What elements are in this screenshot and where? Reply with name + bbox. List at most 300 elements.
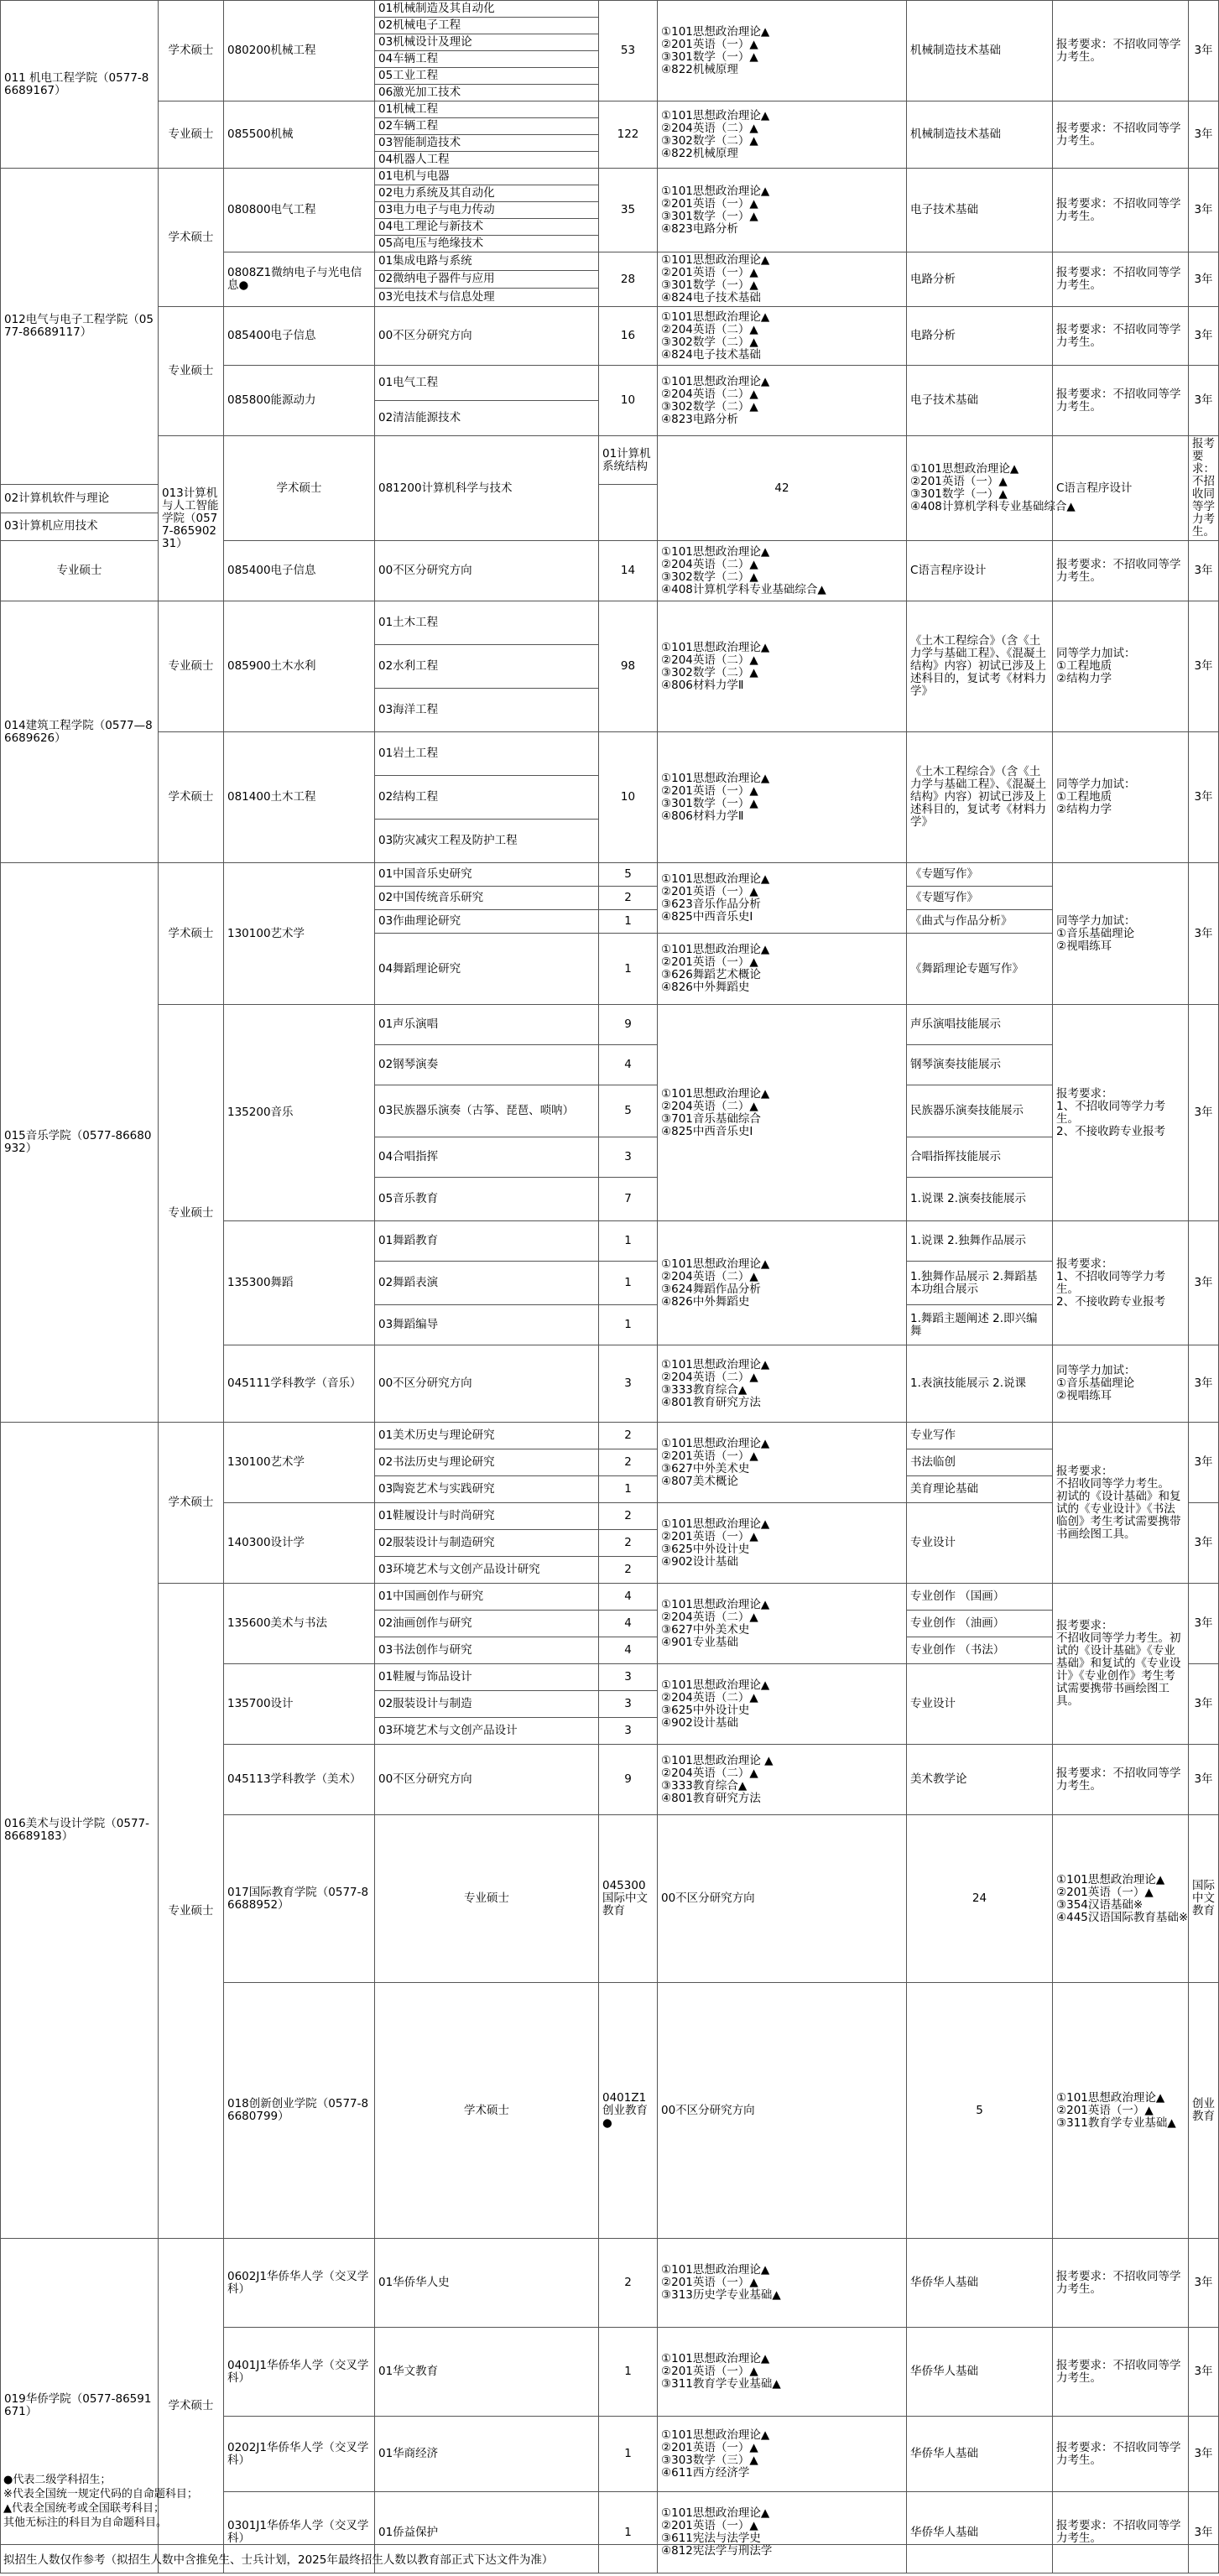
count-cell: 53 [599,1,658,101]
retest-cell: 书法临创 [907,1449,1053,1476]
remark-cell: 报考要求：不招收同等学力考生。 [1053,252,1189,307]
direction-cell: 05高电压与绝缘技术 [375,236,599,252]
count-cell: 2 [599,1423,658,1449]
retest-cell: 《专题写作》 [907,863,1053,887]
direction-cell: 05工业工程 [375,68,599,85]
count-cell: 9 [599,1005,658,1045]
direction-cell: 02结构工程 [375,776,599,820]
exam-subject: ①101思想政治理论▲ [661,771,770,785]
exam-cell [658,1,907,101]
count-cell: 2 [599,1557,658,1584]
years-cell: 3年 [1189,732,1219,863]
exam-cell [658,541,907,601]
exam-subject: ①101思想政治理论▲ [661,1086,770,1101]
remark-cell [1053,863,1189,1005]
years-cell: 3年 [1189,1005,1219,1221]
direction-cell: 00不区分研究方向 [375,541,599,601]
remark-line: ①工程地质 [1056,659,1112,673]
direction-cell: 02油画创作与研究 [375,1611,599,1637]
exam-subject: ④823电路分析 [661,412,738,426]
direction-cell: 00不区分研究方向 [375,1745,599,1815]
exam-subject: ④826中外舞蹈史 [661,1294,750,1309]
exam-subject: ②201英语（一）▲ [661,955,758,969]
major-cell: 081400土木工程 [224,732,375,863]
exam-subject: ③302数学（二）▲ [661,399,758,414]
exam-subject: ②204英语（二）▲ [661,387,758,401]
count-cell: 4 [599,1637,658,1664]
direction-cell: 02机械电子工程 [375,18,599,34]
years-cell: 3年 [1189,1345,1219,1423]
years-cell: 3年 [1189,1584,1219,1664]
exam-subject: ③302数学（二）▲ [661,665,758,679]
exam-subject: ④902设计基础 [661,1554,738,1569]
remark-line: 2、不接收跨专业报考 [1056,1294,1166,1309]
count-cell: 14 [599,541,658,601]
retest-cell: 电子技术基础 [907,366,1053,436]
direction-cell: 03书法创作与研究 [375,1637,599,1664]
exam-subject: ②201英语（一）▲ [661,2519,758,2532]
count-cell: 42 [658,436,907,541]
count-cell: 2 [599,1503,658,1530]
exam-subject: ③302数学（二）▲ [661,133,758,148]
remark-line: ②视唱练耳 [1056,1389,1112,1402]
exam-subject: ①101思想政治理论▲ [661,640,770,654]
college-cell: 012电气与电子工程学院（0577-86689117） [1,169,159,485]
exam-subject: ②204英语（二）▲ [661,1610,758,1624]
exam-subject: ①101思想政治理论▲ [661,1678,770,1692]
exam-subject: ②201英语（一）▲ [661,2276,758,2289]
count-cell: 5 [599,863,658,887]
exam-subject: ③625中外设计史 [661,1542,750,1556]
exam-subject: ④806材料力学Ⅱ [661,678,744,692]
remark-cell [1053,1221,1189,1345]
exam-subject: ③303数学（三）▲ [661,2453,758,2467]
retest-cell: 1.表演技能展示 2.说课 [907,1345,1053,1423]
direction-cell: 01华商经济 [375,2417,599,2492]
exam-subject: ④823电路分析 [661,221,738,236]
exam-subject: ④825中西音乐史Ⅰ [661,909,753,924]
exam-cell [658,863,907,934]
exam-cell [658,101,907,169]
exam-subject: ③333教育综合▲ [661,1382,748,1397]
major-cell: 0602J1华侨华人学（交叉学科） [224,2239,375,2328]
retest-cell: 1.说课 2.演奏技能展示 [907,1178,1053,1221]
exam-cell [658,2328,907,2417]
college-cell: 015音乐学院（0577-86680932） [1,863,159,1423]
years-cell: 3年 [1189,169,1219,252]
exam-subject: ①101思想政治理论▲ [661,872,770,886]
count-cell: 3 [599,1691,658,1718]
exam-subject: ④824电子技术基础 [661,347,761,362]
major-cell: 0202J1华侨华人学（交叉学科） [224,2417,375,2492]
count-cell: 4 [599,1611,658,1637]
note-line: ※代表全国统一规定代码的自命题科目； [3,2488,198,2501]
major-cell: 135700设计 [224,1664,375,1745]
years-cell: 3年 [1189,252,1219,307]
direction-cell: 01中国画创作与研究 [375,1584,599,1611]
direction-cell: 03陶瓷艺术与实践研究 [375,1476,599,1503]
retest-cell: 电子技术基础 [907,169,1053,252]
years-cell: 3年 [1189,2328,1219,2417]
retest-cell: 美术教学论 [907,1745,1053,1815]
years-cell: 3年 [1189,541,1219,601]
count-cell: 4 [599,1045,658,1085]
years-cell: 3年 [1189,1503,1219,1584]
degree-cell: 专业硕士 [159,307,224,436]
major-cell: 080200机械工程 [224,1,375,101]
retest-cell: 国际中文教育 [1189,1815,1219,1983]
degree-cell: 专业硕士 [1,541,159,601]
exam-subject: ②204英语（二）▲ [661,1269,758,1283]
major-cell: 045111学科教学（音乐） [224,1345,375,1423]
count-cell: 1 [599,2492,658,2573]
count-cell: 3 [599,1664,658,1691]
direction-cell: 01鞋履设计与时尚研究 [375,1503,599,1530]
count-cell: 3 [599,1137,658,1178]
exam-subject: ④611西方经济学 [661,2465,750,2480]
direction-cell: 03计算机应用技术 [1,513,159,540]
exam-subject: ①101思想政治理论▲ [661,24,770,39]
years-cell: 3年 [1189,1664,1219,1745]
count-cell: 2 [599,2239,658,2328]
direction-cell: 01声乐演唱 [375,1005,599,1045]
exam-subject: ②204英语（二）▲ [661,1370,758,1384]
retest-cell: 民族器乐演奏技能展示 [907,1085,1053,1137]
direction-cell: 02水利工程 [375,645,599,689]
direction-cell: 02服装设计与制造研究 [375,1530,599,1557]
count-cell: 1 [599,1221,658,1262]
degree-cell: 学术硕士 [375,1983,599,2239]
exam-cell [658,169,907,252]
exam-subject: ②204英语（二）▲ [661,121,758,135]
exam-subject: ①101思想政治理论▲ [661,310,770,324]
exam-subject: ②204英语（二）▲ [661,653,758,667]
retest-cell: 电路分析 [907,252,1053,307]
direction-cell: 01鞋履与饰品设计 [375,1664,599,1691]
exam-subject: ①101思想政治理论▲ [910,462,1019,476]
exam-subject: ④408计算机学科专业基础综合▲ [910,500,1076,513]
remark-cell: 报考要求：不招收同等学力考生。 [1053,101,1189,169]
exam-subject: ④807美术概论 [661,1474,738,1488]
remark-line: 报考要求： [1056,1086,1113,1101]
major-cell: 140300设计学 [224,1503,375,1584]
exam-cell [658,1221,907,1345]
exam-subject: ④801教育研究方法 [661,1395,761,1409]
retest-cell: 电路分析 [907,307,1053,366]
direction-cell: 02微纳电子器件与应用 [375,270,599,289]
major-cell: 0401J1华侨华人学（交叉学科） [224,2328,375,2417]
remark-line: ②结构力学 [1056,803,1112,816]
exam-subject: ③623音乐作品分析 [661,897,761,911]
exam-subject: ①101思想政治理论▲ [661,184,770,198]
count-cell: 16 [599,307,658,366]
college-cell: 019华侨学院（0577-86591671） [1,2239,159,2573]
exam-subject: ④826中外舞蹈史 [661,981,750,994]
exam-subject: ①101思想政治理论▲ [661,2506,770,2520]
exam-subject: ①101思想政治理论▲ [661,374,770,388]
major-cell: 045113学科教学（美术） [224,1745,375,1815]
count-cell: 2 [599,1530,658,1557]
exam-subject: ③333教育综合▲ [661,1778,748,1793]
remark-cell: 报考要求：不招收同等学力考生。 [1053,2239,1189,2328]
remark-cell: 报考要求：不招收同等学力考生。 [1053,541,1189,601]
direction-cell: 03智能制造技术 [375,135,599,152]
degree-cell: 学术硕士 [159,1,224,101]
college-cell: 014建筑工程学院（0577—86689626） [1,601,159,863]
direction-cell: 01土木工程 [375,601,599,645]
exam-subject: ②201英语（一）▲ [661,196,758,211]
count-cell: 1 [599,2328,658,2417]
remark-line: 报考要求： [1056,1464,1113,1478]
direction-cell: 04舞蹈理论研究 [375,934,599,1005]
exam-cell [658,732,907,863]
years-cell: 3年 [1189,101,1219,169]
remark-cell [1053,1345,1189,1423]
retest-cell: 华侨华人基础 [907,2328,1053,2417]
exam-cell [907,436,1076,541]
remark-line: 2、不接收跨专业报考 [1056,1124,1166,1138]
note-line: 其他无标注的科目为自命题科目。 [3,2516,168,2529]
exam-cell [1053,1983,1189,2239]
direction-cell: 02钢琴演奏 [375,1045,599,1085]
count-cell: 7 [599,1178,658,1221]
retest-cell: 专业设计 [907,1503,1053,1584]
direction-cell: 01侨益保护 [375,2492,599,2573]
remark-line: 初试的《设计基础》和复试的《专业设计》《书法临创》考生考试需要携带书画绘图工具。 [1056,1489,1181,1541]
exam-cell [658,1005,907,1221]
remark-cell: 报考要求：不招收同等学力考生。 [1053,366,1189,436]
retest-cell: 美育理论基础 [907,1476,1053,1503]
count-cell: 1 [599,2417,658,2492]
count-cell: 2 [599,1449,658,1476]
exam-subject: ④901专业基础 [661,1635,738,1649]
remark-line: 不招收同等学力考生。初试的《设计基础》《专业基础》和复试的《专业设计》《专业创作》考生考试需要携带书画绘图工具。 [1056,1631,1181,1708]
remark-line: 同等学力加试： [1056,913,1136,928]
direction-cell: 02电力系统及其自动化 [375,185,599,202]
college-cell: 013计算机与人工智能学院（0577-86590231） [159,436,224,601]
count-cell: 10 [599,366,658,436]
exam-subject: ③624舞蹈作品分析 [661,1282,761,1296]
exam-subject: ②201英语（一）▲ [1056,1885,1154,1899]
direction-cell: 03民族器乐演奏（古筝、琵琶、唢呐） [375,1085,599,1137]
count-cell: 1 [599,1262,658,1305]
exam-subject: ①101思想政治理论▲ [661,108,770,122]
remark-line: 1、不招收同等学力考生。 [1056,1269,1166,1296]
exam-cell [658,1664,907,1745]
exam-subject: ①101思想政治理论▲ [661,544,770,559]
major-cell: 0301J1华侨华人学（交叉学科） [224,2492,375,2573]
count-cell: 98 [599,601,658,732]
footnotes [0,2471,1218,2532]
exam-subject: ④822机械原理 [661,62,738,76]
exam-subject: ①101思想政治理论▲ [661,943,770,956]
direction-cell: 03防灾减灾工程及防护工程 [375,820,599,863]
count-cell: 1 [599,910,658,934]
exam-subject: ④806材料力学Ⅱ [661,809,744,823]
remark-line: 不招收同等学力考生。 [1056,1476,1170,1491]
retest-cell: 1.独舞作品展示 2.舞蹈基本功组合展示 [907,1262,1053,1305]
remark-line: 同等学力加试： [1056,647,1136,660]
retest-cell: 《专题写作》 [907,887,1053,910]
retest-cell: 1.舞蹈主题阐述 2.即兴编舞 [907,1305,1053,1345]
direction-cell: 04合唱指挥 [375,1137,599,1178]
direction-cell: 03环境艺术与文创产品设计 [375,1718,599,1745]
college-cell: 017国际教育学院（0577-86688952） [224,1815,375,1983]
retest-cell: 专业创作 （油画） [907,1611,1053,1637]
exam-cell [658,1745,907,1815]
degree-cell: 学术硕士 [159,169,224,307]
exam-subject: ①101思想政治理论▲ [661,1597,770,1611]
exam-subject: ③301数学（一）▲ [661,49,758,64]
direction-cell: 02书法历史与理论研究 [375,1449,599,1476]
count-cell: 28 [599,252,658,307]
years-cell: 3年 [1189,1423,1219,1503]
direction-cell: 03电力电子与电力传动 [375,202,599,219]
college-cell: 016美术与设计学院（0577-86689183） [1,1423,159,2239]
exam-subject: ②201英语（一）▲ [661,37,758,51]
exam-subject: ③311教育学专业基础▲ [661,2377,781,2391]
remark-cell [1053,1584,1189,1745]
remark-line: 1、不招收同等学力考生。 [1056,1099,1166,1126]
direction-cell: 01电气工程 [375,366,599,401]
years-cell: 3年 [1189,2492,1219,2573]
note-line: ●代表二级学科招生； [3,2474,112,2486]
exam-subject: ③625中外设计史 [661,1703,750,1717]
remark-cell: 报考要求：不招收同等学力考生。 [1053,169,1189,252]
remark-cell [1053,1423,1189,1584]
retest-cell: 专业创作 （国画） [907,1584,1053,1611]
college-cell: 018创新创业学院（0577-86680799） [224,1983,375,2239]
exam-subject: ③627中外美术史 [661,1622,750,1637]
direction-cell: 02服装设计与制造 [375,1691,599,1718]
degree-cell: 专业硕士 [159,101,224,169]
direction-cell: 01电机与电器 [375,169,599,185]
retest-cell: C语言程序设计 [1053,436,1189,541]
direction-cell: 04机器人工程 [375,152,599,169]
exam-subject: ②204英语（二）▲ [661,322,758,336]
remark-line: ①工程地质 [1056,790,1112,804]
direction-cell: 01华侨华人史 [375,2239,599,2328]
remark-line: ②视唱练耳 [1056,939,1112,953]
direction-cell: 03作曲理论研究 [375,910,599,934]
direction-cell: 01岩土工程 [375,732,599,776]
exam-subject: ①101思想政治理论▲ [1056,1872,1165,1886]
exam-cell [658,1345,907,1423]
major-cell: 0808Z1微纳电子与光电信息● [224,252,375,307]
count-cell: 5 [599,1085,658,1137]
direction-cell: 04电工理论与新技术 [375,219,599,236]
retest-cell: 专业创作 （书法） [907,1637,1053,1664]
remark-cell [1053,1005,1189,1221]
direction-cell: 03环境艺术与文创产品设计研究 [375,1557,599,1584]
retest-cell: C语言程序设计 [907,541,1053,601]
degree-cell: 学术硕士 [159,732,224,863]
count-cell: 122 [599,101,658,169]
exam-subject: ③301数学（一）▲ [661,278,758,292]
direction-cell: 05音乐教育 [375,1178,599,1221]
major-cell: 045300国际中文教育 [599,1815,658,1983]
exam-subject: ③302数学（二）▲ [661,335,758,349]
major-cell: 080800电气工程 [224,169,375,252]
remark-line: 报考要求： [1056,1257,1113,1271]
direction-cell: 03机械设计及理论 [375,34,599,51]
degree-cell: 学术硕士 [159,863,224,1005]
direction-cell: 00不区分研究方向 [658,1815,907,1983]
exam-cell [658,2239,907,2328]
count-cell: 9 [599,1745,658,1815]
remark-cell: 报考要求：不招收同等学力考生。 [1053,307,1189,366]
exam-subject: ③313历史学专业基础▲ [661,2288,781,2302]
exam-subject: ②201英语（一）▲ [661,884,758,898]
major-cell: 135300舞蹈 [224,1221,375,1345]
exam-subject: ②204英语（二）▲ [661,1766,758,1780]
major-cell: 135200音乐 [224,1005,375,1221]
direction-cell: 01舞蹈教育 [375,1221,599,1262]
remark-cell [1053,601,1189,732]
direction-cell: 02舞蹈表演 [375,1262,599,1305]
retest-cell: 专业设计 [907,1664,1053,1745]
exam-subject: ②201英语（一）▲ [661,1529,758,1543]
exam-subject: ②201英语（一）▲ [661,783,758,798]
exam-cell [658,601,907,732]
remark-line: ②结构力学 [1056,672,1112,685]
direction-cell: 00不区分研究方向 [375,307,599,366]
retest-cell: 华侨华人基础 [907,2239,1053,2328]
remark-line: 报考要求： [1056,1619,1113,1632]
count-cell: 3 [599,1718,658,1745]
exam-subject: ④408计算机学科专业基础综合▲ [661,582,826,596]
exam-subject: ②204英语（二）▲ [661,1099,758,1113]
degree-cell: 专业硕士 [159,1005,224,1423]
exam-cell [658,1423,907,1503]
retest-cell: 《曲式与作品分析》 [907,910,1053,934]
degree-cell: 学术硕士 [159,1423,224,1584]
remark-cell: 报考要求：不招收同等学力考生。 [1053,2328,1189,2417]
direction-cell: 01华文教育 [375,2328,599,2417]
exam-subject: ③311教育学专业基础▲ [1056,2115,1176,2130]
major-cell: 085400电子信息 [224,307,375,366]
major-cell: 085400电子信息 [224,541,375,601]
exam-subject: ②201英语（一）▲ [661,2365,758,2378]
exam-subject: ④824电子技术基础 [661,291,761,304]
remark-cell: 报考要求：不招收同等学力考生。 [1053,1745,1189,1815]
remark-cell: 报考要求：不招收同等学力考生。 [1189,436,1219,541]
footer-note: 拟招生人数仅作参考（拟招生人数中含推免生、士兵计划，2025年最终招生人数以教育部正式下达文件为准） [0,2544,1218,2574]
exam-subject: ①101思想政治理论▲ [1056,2090,1165,2105]
exam-subject: ③301数学（一）▲ [910,487,1008,501]
exam-subject: ②204英语（二）▲ [661,1690,758,1704]
years-cell: 3年 [1189,366,1219,436]
major-cell: 085800能源动力 [224,366,375,436]
count-cell: 1 [599,934,658,1005]
exam-subject: ④825中西音乐史Ⅰ [661,1124,753,1138]
count-cell: 3 [599,1345,658,1423]
major-cell: 130100艺术学 [224,863,375,1005]
retest-cell: 机械制造技术基础 [907,1,1053,101]
exam-subject: ①101思想政治理论▲ [661,2263,770,2277]
exam-subject: ③626舞蹈艺术概论 [661,968,761,981]
exam-subject: ①101思想政治理论▲ [661,1436,770,1450]
years-cell: 3年 [1189,2239,1219,2328]
major-cell: 0401Z1创业教育● [599,1983,658,2239]
remark-line: ①音乐基础理论 [1056,926,1135,940]
exam-subject: ④902设计基础 [661,1715,738,1730]
count-cell: 1 [599,1305,658,1345]
exam-subject: ①101思想政治理论▲ [661,1357,770,1371]
remark-cell: 报考要求：不招收同等学力考生。 [1053,1,1189,101]
exam-cell [658,1584,907,1664]
direction-cell: 01计算机系统结构 [599,436,658,485]
